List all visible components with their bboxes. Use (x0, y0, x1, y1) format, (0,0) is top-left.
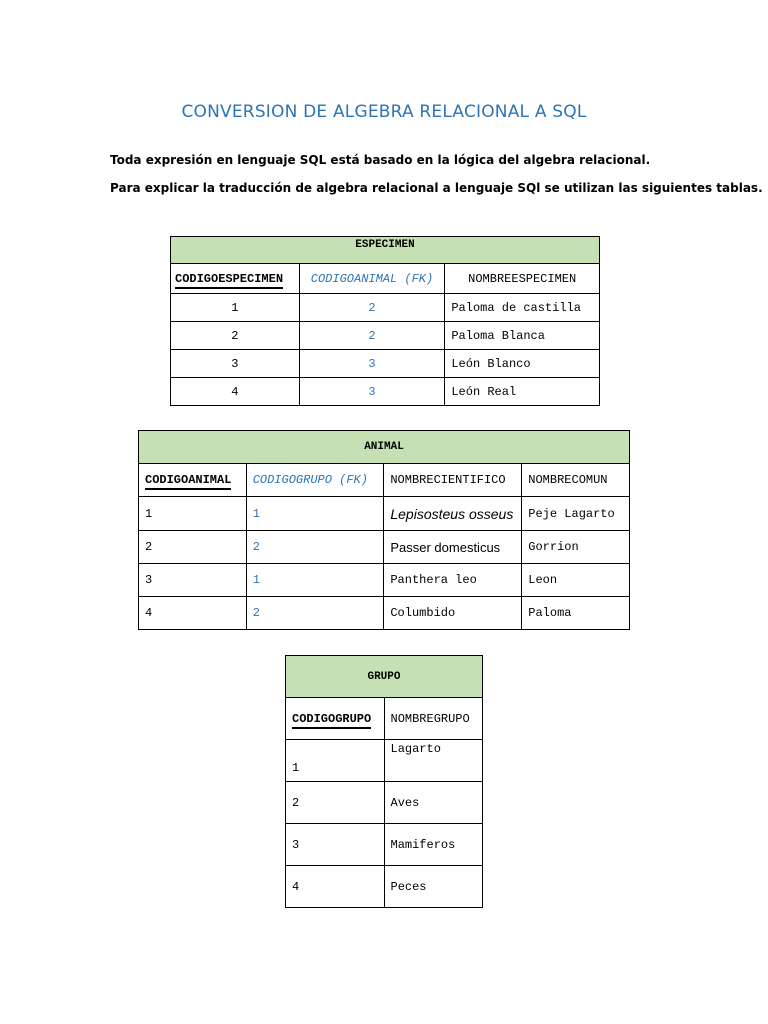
table-cell: 2 (299, 294, 445, 322)
table-cell: 2 (246, 597, 384, 630)
table-cell: 2 (171, 322, 300, 350)
table-caption: ESPECIMEN (171, 237, 600, 264)
table-row (171, 378, 600, 406)
table-cell: 1 (139, 497, 247, 531)
table-header-row (139, 464, 630, 497)
table-cell: 1 (246, 564, 384, 597)
table-row (286, 782, 483, 824)
table-caption-row (139, 431, 630, 464)
table-cell: 2 (139, 531, 247, 564)
table-row (139, 497, 630, 531)
column-header: CODIGOANIMAL (139, 464, 247, 497)
table-cell: 2 (299, 322, 445, 350)
column-header: CODIGOGRUPO (FK) (246, 464, 384, 497)
explanation-paragraph: Para explicar la traducción de algebra relacional a lenguaje SQl se utilizan las siguientes tablas. (110, 181, 763, 195)
especimen-table (170, 236, 600, 406)
table-cell: Paloma Blanca (445, 322, 600, 350)
table-cell: Aves (384, 782, 483, 824)
table-cell: León Real (445, 378, 600, 406)
column-header: NOMBRECOMUN (522, 464, 630, 497)
animal-table (138, 430, 630, 630)
table-cell: Mamiferos (384, 824, 483, 866)
table-row (286, 866, 483, 908)
table-caption: ANIMAL (139, 431, 630, 464)
table-cell: Passer domesticus (384, 531, 522, 564)
table-cell: Paloma (522, 597, 630, 630)
table-cell: 3 (171, 350, 300, 378)
table-cell: Panthera leo (384, 564, 522, 597)
grupo-table (285, 655, 483, 908)
table-cell: 1 (171, 294, 300, 322)
table-row (171, 294, 600, 322)
table-row (139, 597, 630, 630)
table-row (171, 322, 600, 350)
column-header: NOMBRECIENTIFICO (384, 464, 522, 497)
table-cell: 3 (299, 350, 445, 378)
table-row (286, 824, 483, 866)
table-row (286, 740, 483, 782)
table-cell: Gorrion (522, 531, 630, 564)
table-row (139, 564, 630, 597)
table-cell: 3 (139, 564, 247, 597)
table-cell: 1 (286, 740, 385, 782)
column-header: NOMBREGRUPO (384, 698, 483, 740)
table-cell: Paloma de castilla (445, 294, 600, 322)
table-cell: 2 (246, 531, 384, 564)
column-header: CODIGOESPECIMEN (171, 264, 300, 294)
table-caption: GRUPO (286, 656, 483, 698)
table-cell: 3 (286, 824, 385, 866)
column-header: NOMBREESPECIMEN (445, 264, 600, 294)
column-header: CODIGOGRUPO (286, 698, 385, 740)
document-title: CONVERSION DE ALGEBRA RELACIONAL A SQL (181, 102, 587, 122)
table-cell: Peces (384, 866, 483, 908)
table-row (139, 531, 630, 564)
table-cell: 2 (286, 782, 385, 824)
table-caption-row (171, 237, 600, 264)
table-cell: 4 (286, 866, 385, 908)
intro-paragraph: Toda expresión en lenguaje SQL está basado en la lógica del algebra relacional. (110, 153, 651, 167)
table-cell: Leon (522, 564, 630, 597)
table-cell: Peje Lagarto (522, 497, 630, 531)
table-cell: 1 (246, 497, 384, 531)
table-cell: 4 (171, 378, 300, 406)
table-header-row (171, 264, 600, 294)
table-caption-row (286, 656, 483, 698)
table-cell: Lagarto (384, 740, 483, 782)
table-cell: Lepisosteus osseus (384, 497, 522, 531)
table-cell: 4 (139, 597, 247, 630)
column-header: CODIGOANIMAL (FK) (299, 264, 445, 294)
table-row (171, 350, 600, 378)
table-header-row (286, 698, 483, 740)
table-cell: León Blanco (445, 350, 600, 378)
table-cell: 3 (299, 378, 445, 406)
table-cell: Columbido (384, 597, 522, 630)
